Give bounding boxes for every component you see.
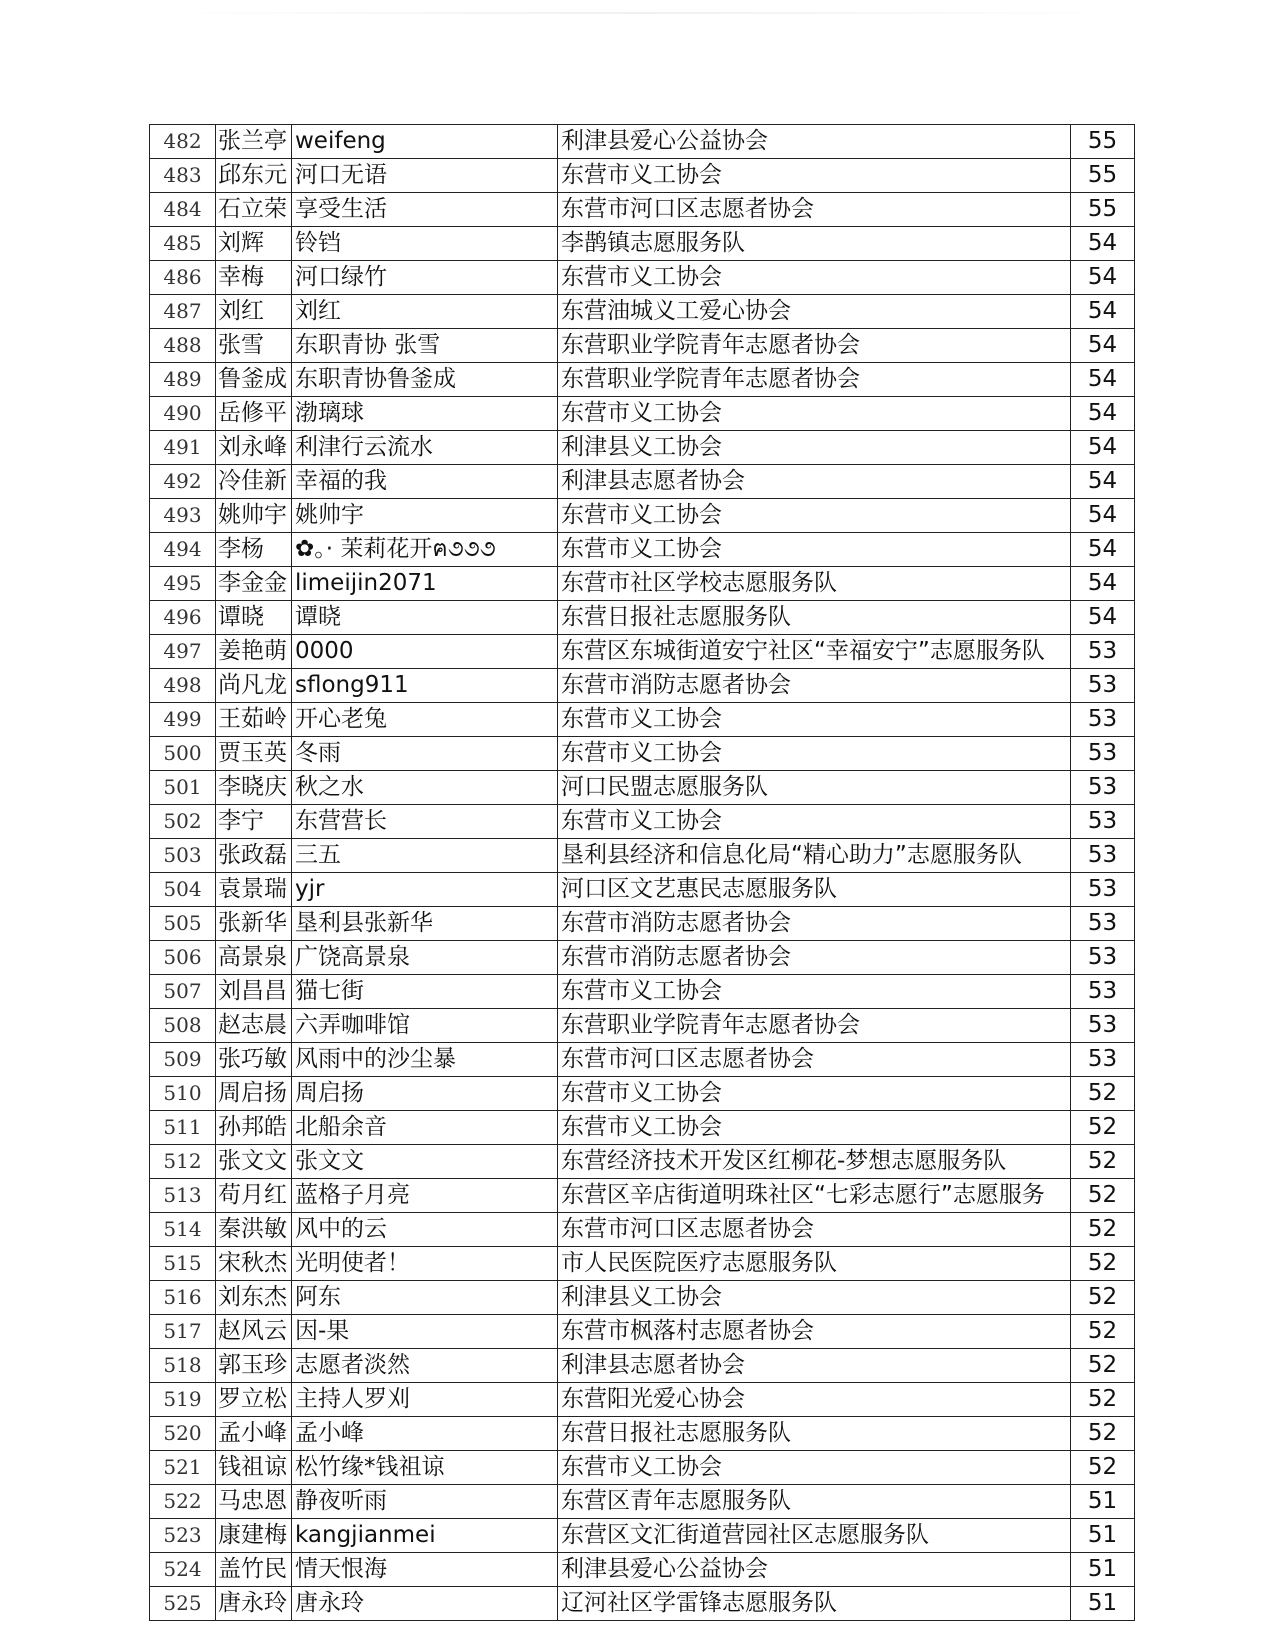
- name-cell: 罗立松: [216, 1383, 292, 1417]
- organization-cell: 东营市义工协会: [558, 737, 1071, 771]
- table-row: [150, 329, 1135, 363]
- score-cell: 52: [1071, 1451, 1135, 1485]
- row-number-cell: 518: [150, 1349, 216, 1383]
- organization-cell: 李鹊镇志愿服务队: [558, 227, 1071, 261]
- row-number-cell: 504: [150, 873, 216, 907]
- row-number-cell: 486: [150, 261, 216, 295]
- nickname-cell: 张文文: [292, 1145, 558, 1179]
- organization-cell: 东营区东城街道安宁社区“幸福安宁”志愿服务队: [558, 635, 1071, 669]
- score-cell: 53: [1071, 703, 1135, 737]
- table-row: [150, 1485, 1135, 1519]
- organization-cell: 东营市义工协会: [558, 533, 1071, 567]
- table-row: [150, 1553, 1135, 1587]
- table-row: [150, 703, 1135, 737]
- score-cell: 53: [1071, 1009, 1135, 1043]
- score-cell: 52: [1071, 1417, 1135, 1451]
- name-cell: 高景泉: [216, 941, 292, 975]
- score-cell: 51: [1071, 1553, 1135, 1587]
- table-row: [150, 1111, 1135, 1145]
- organization-cell: 利津县志愿者协会: [558, 465, 1071, 499]
- row-number-cell: 500: [150, 737, 216, 771]
- score-cell: 54: [1071, 363, 1135, 397]
- nickname-cell: 利津行云流水: [292, 431, 558, 465]
- row-number-cell: 484: [150, 193, 216, 227]
- name-cell: 姜艳萌: [216, 635, 292, 669]
- row-number-cell: 497: [150, 635, 216, 669]
- table-row: [150, 1451, 1135, 1485]
- table-row: [150, 159, 1135, 193]
- row-number-cell: 485: [150, 227, 216, 261]
- table-row: [150, 1213, 1135, 1247]
- organization-cell: 东营市义工协会: [558, 703, 1071, 737]
- score-cell: 54: [1071, 295, 1135, 329]
- name-cell: 赵风云: [216, 1315, 292, 1349]
- nickname-cell: 松竹缘*钱祖谅: [292, 1451, 558, 1485]
- name-cell: 张兰亭: [216, 125, 292, 159]
- score-cell: 54: [1071, 465, 1135, 499]
- table-row: [150, 1043, 1135, 1077]
- table-row: [150, 1587, 1135, 1621]
- score-cell: 52: [1071, 1315, 1135, 1349]
- organization-cell: 东营市河口区志愿者协会: [558, 1213, 1071, 1247]
- score-cell: 54: [1071, 397, 1135, 431]
- name-cell: 秦洪敏: [216, 1213, 292, 1247]
- score-cell: 54: [1071, 329, 1135, 363]
- score-cell: 52: [1071, 1281, 1135, 1315]
- name-cell: 李金金: [216, 567, 292, 601]
- nickname-cell: kangjianmei: [292, 1519, 558, 1553]
- nickname-cell: ✿。· 茉莉花开ฅ૭૭૭: [292, 533, 558, 567]
- table-row: [150, 771, 1135, 805]
- score-cell: 55: [1071, 193, 1135, 227]
- row-number-cell: 494: [150, 533, 216, 567]
- score-cell: 52: [1071, 1213, 1135, 1247]
- table-row: [150, 363, 1135, 397]
- score-cell: 54: [1071, 601, 1135, 635]
- organization-cell: 垦利县经济和信息化局“精心助力”志愿服务队: [558, 839, 1071, 873]
- row-number-cell: 513: [150, 1179, 216, 1213]
- name-cell: 姚帅宇: [216, 499, 292, 533]
- table-row: [150, 873, 1135, 907]
- score-cell: 54: [1071, 567, 1135, 601]
- table-row: [150, 805, 1135, 839]
- nickname-cell: 谭晓: [292, 601, 558, 635]
- score-cell: 51: [1071, 1485, 1135, 1519]
- score-cell: 52: [1071, 1179, 1135, 1213]
- name-cell: 石立荣: [216, 193, 292, 227]
- name-cell: 刘东杰: [216, 1281, 292, 1315]
- table-row: [150, 1519, 1135, 1553]
- row-number-cell: 493: [150, 499, 216, 533]
- nickname-cell: 唐永玲: [292, 1587, 558, 1621]
- organization-cell: 东营市义工协会: [558, 1077, 1071, 1111]
- name-cell: 苟月红: [216, 1179, 292, 1213]
- organization-cell: 东营市义工协会: [558, 397, 1071, 431]
- organization-cell: 东营职业学院青年志愿者协会: [558, 1009, 1071, 1043]
- score-cell: 53: [1071, 635, 1135, 669]
- row-number-cell: 522: [150, 1485, 216, 1519]
- organization-cell: 东营市义工协会: [558, 975, 1071, 1009]
- name-cell: 王茹岭: [216, 703, 292, 737]
- row-number-cell: 516: [150, 1281, 216, 1315]
- name-cell: 孟小峰: [216, 1417, 292, 1451]
- score-cell: 53: [1071, 737, 1135, 771]
- nickname-cell: 0000: [292, 635, 558, 669]
- name-cell: 张政磊: [216, 839, 292, 873]
- score-cell: 54: [1071, 499, 1135, 533]
- organization-cell: 河口民盟志愿服务队: [558, 771, 1071, 805]
- name-cell: 张文文: [216, 1145, 292, 1179]
- name-cell: 冷佳新: [216, 465, 292, 499]
- nickname-cell: 垦利县张新华: [292, 907, 558, 941]
- name-cell: 李宁: [216, 805, 292, 839]
- table-row: [150, 635, 1135, 669]
- score-cell: 52: [1071, 1349, 1135, 1383]
- organization-cell: 东营市义工协会: [558, 159, 1071, 193]
- row-number-cell: 505: [150, 907, 216, 941]
- organization-cell: 东营职业学院青年志愿者协会: [558, 363, 1071, 397]
- nickname-cell: 志愿者淡然: [292, 1349, 558, 1383]
- row-number-cell: 489: [150, 363, 216, 397]
- table-row: [150, 431, 1135, 465]
- table-row: [150, 465, 1135, 499]
- table-row: [150, 1281, 1135, 1315]
- table-row: [150, 1349, 1135, 1383]
- table-row: [150, 1315, 1135, 1349]
- score-cell: 53: [1071, 669, 1135, 703]
- organization-cell: 东营市消防志愿者协会: [558, 907, 1071, 941]
- table-body: [150, 125, 1135, 1621]
- row-number-cell: 512: [150, 1145, 216, 1179]
- score-cell: 54: [1071, 227, 1135, 261]
- score-cell: 51: [1071, 1519, 1135, 1553]
- name-cell: 刘辉: [216, 227, 292, 261]
- table-row: [150, 839, 1135, 873]
- table-row: [150, 1383, 1135, 1417]
- score-cell: 53: [1071, 941, 1135, 975]
- organization-cell: 东营市社区学校志愿服务队: [558, 567, 1071, 601]
- nickname-cell: 姚帅宇: [292, 499, 558, 533]
- name-cell: 唐永玲: [216, 1587, 292, 1621]
- row-number-cell: 488: [150, 329, 216, 363]
- name-cell: 康建梅: [216, 1519, 292, 1553]
- nickname-cell: 六弄咖啡馆: [292, 1009, 558, 1043]
- row-number-cell: 496: [150, 601, 216, 635]
- score-cell: 52: [1071, 1111, 1135, 1145]
- table-row: [150, 737, 1135, 771]
- name-cell: 袁景瑞: [216, 873, 292, 907]
- table-row: [150, 1417, 1135, 1451]
- organization-cell: 东营市义工协会: [558, 499, 1071, 533]
- row-number-cell: 506: [150, 941, 216, 975]
- organization-cell: 东营市河口区志愿者协会: [558, 193, 1071, 227]
- score-cell: 52: [1071, 1247, 1135, 1281]
- organization-cell: 辽河社区学雷锋志愿服务队: [558, 1587, 1071, 1621]
- name-cell: 孙邦皓: [216, 1111, 292, 1145]
- nickname-cell: limeijin2071: [292, 567, 558, 601]
- row-number-cell: 490: [150, 397, 216, 431]
- name-cell: 李杨: [216, 533, 292, 567]
- nickname-cell: 猫七街: [292, 975, 558, 1009]
- row-number-cell: 502: [150, 805, 216, 839]
- table-row: [150, 1145, 1135, 1179]
- nickname-cell: 刘红: [292, 295, 558, 329]
- row-number-cell: 487: [150, 295, 216, 329]
- name-cell: 张巧敏: [216, 1043, 292, 1077]
- row-number-cell: 483: [150, 159, 216, 193]
- score-cell: 53: [1071, 805, 1135, 839]
- organization-cell: 东营市义工协会: [558, 1111, 1071, 1145]
- name-cell: 贾玉英: [216, 737, 292, 771]
- organization-cell: 东营油城义工爱心协会: [558, 295, 1071, 329]
- organization-cell: 利津县义工协会: [558, 431, 1071, 465]
- organization-cell: 东营市义工协会: [558, 805, 1071, 839]
- table-row: [150, 261, 1135, 295]
- row-number-cell: 499: [150, 703, 216, 737]
- table-row: [150, 601, 1135, 635]
- nickname-cell: 因-果: [292, 1315, 558, 1349]
- nickname-cell: 周启扬: [292, 1077, 558, 1111]
- nickname-cell: 广饶高景泉: [292, 941, 558, 975]
- table-row: [150, 669, 1135, 703]
- organization-cell: 东营阳光爱心协会: [558, 1383, 1071, 1417]
- row-number-cell: 515: [150, 1247, 216, 1281]
- organization-cell: 东营经济技术开发区红柳花-梦想志愿服务队: [558, 1145, 1071, 1179]
- nickname-cell: 孟小峰: [292, 1417, 558, 1451]
- name-cell: 马忠恩: [216, 1485, 292, 1519]
- name-cell: 张新华: [216, 907, 292, 941]
- organization-cell: 东营区青年志愿服务队: [558, 1485, 1071, 1519]
- score-cell: 54: [1071, 533, 1135, 567]
- row-number-cell: 509: [150, 1043, 216, 1077]
- row-number-cell: 501: [150, 771, 216, 805]
- score-cell: 54: [1071, 261, 1135, 295]
- score-cell: 53: [1071, 1043, 1135, 1077]
- organization-cell: 利津县爱心公益协会: [558, 125, 1071, 159]
- name-cell: 鲁釜成: [216, 363, 292, 397]
- score-cell: 52: [1071, 1077, 1135, 1111]
- row-number-cell: 482: [150, 125, 216, 159]
- row-number-cell: 492: [150, 465, 216, 499]
- nickname-cell: 蓝格子月亮: [292, 1179, 558, 1213]
- organization-cell: 东营日报社志愿服务队: [558, 601, 1071, 635]
- nickname-cell: weifeng: [292, 125, 558, 159]
- nickname-cell: 冬雨: [292, 737, 558, 771]
- row-number-cell: 519: [150, 1383, 216, 1417]
- name-cell: 张雪: [216, 329, 292, 363]
- table-row: [150, 397, 1135, 431]
- score-cell: 53: [1071, 839, 1135, 873]
- table-row: [150, 1179, 1135, 1213]
- name-cell: 郭玉珍: [216, 1349, 292, 1383]
- nickname-cell: 情天恨海: [292, 1553, 558, 1587]
- table-row: [150, 567, 1135, 601]
- organization-cell: 东营市义工协会: [558, 261, 1071, 295]
- organization-cell: 利津县志愿者协会: [558, 1349, 1071, 1383]
- nickname-cell: 阿东: [292, 1281, 558, 1315]
- name-cell: 周启扬: [216, 1077, 292, 1111]
- name-cell: 岳修平: [216, 397, 292, 431]
- nickname-cell: 河口绿竹: [292, 261, 558, 295]
- table-row: [150, 941, 1135, 975]
- name-cell: 盖竹民: [216, 1553, 292, 1587]
- score-cell: 55: [1071, 125, 1135, 159]
- nickname-cell: 东职青协鲁釜成: [292, 363, 558, 397]
- volunteer-ranking-table: [149, 124, 1135, 1621]
- score-cell: 53: [1071, 873, 1135, 907]
- name-cell: 赵志晨: [216, 1009, 292, 1043]
- row-number-cell: 514: [150, 1213, 216, 1247]
- name-cell: 谭晓: [216, 601, 292, 635]
- organization-cell: 东营职业学院青年志愿者协会: [558, 329, 1071, 363]
- nickname-cell: 幸福的我: [292, 465, 558, 499]
- nickname-cell: 三五: [292, 839, 558, 873]
- nickname-cell: 铃铛: [292, 227, 558, 261]
- table-row: [150, 295, 1135, 329]
- nickname-cell: sflong911: [292, 669, 558, 703]
- nickname-cell: 风雨中的沙尘暴: [292, 1043, 558, 1077]
- score-cell: 53: [1071, 771, 1135, 805]
- row-number-cell: 525: [150, 1587, 216, 1621]
- organization-cell: 东营市消防志愿者协会: [558, 941, 1071, 975]
- row-number-cell: 510: [150, 1077, 216, 1111]
- nickname-cell: 东营营长: [292, 805, 558, 839]
- organization-cell: 利津县义工协会: [558, 1281, 1071, 1315]
- row-number-cell: 495: [150, 567, 216, 601]
- score-cell: 53: [1071, 975, 1135, 1009]
- score-cell: 54: [1071, 431, 1135, 465]
- row-number-cell: 498: [150, 669, 216, 703]
- row-number-cell: 517: [150, 1315, 216, 1349]
- table-row: [150, 533, 1135, 567]
- organization-cell: 东营区辛店街道明珠社区“七彩志愿行”志愿服务: [558, 1179, 1071, 1213]
- nickname-cell: 北船余音: [292, 1111, 558, 1145]
- row-number-cell: 520: [150, 1417, 216, 1451]
- organization-cell: 市人民医院医疗志愿服务队: [558, 1247, 1071, 1281]
- table-row: [150, 193, 1135, 227]
- name-cell: 幸梅: [216, 261, 292, 295]
- table-row: [150, 907, 1135, 941]
- row-number-cell: 491: [150, 431, 216, 465]
- nickname-cell: 享受生活: [292, 193, 558, 227]
- nickname-cell: 光明使者！: [292, 1247, 558, 1281]
- organization-cell: 东营日报社志愿服务队: [558, 1417, 1071, 1451]
- row-number-cell: 503: [150, 839, 216, 873]
- score-cell: 52: [1071, 1383, 1135, 1417]
- row-number-cell: 508: [150, 1009, 216, 1043]
- organization-cell: 河口区文艺惠民志愿服务队: [558, 873, 1071, 907]
- table-row: [150, 1077, 1135, 1111]
- nickname-cell: 风中的云: [292, 1213, 558, 1247]
- organization-cell: 东营市消防志愿者协会: [558, 669, 1071, 703]
- table-row: [150, 975, 1135, 1009]
- name-cell: 尚凡龙: [216, 669, 292, 703]
- table-row: [150, 499, 1135, 533]
- organization-cell: 东营市河口区志愿者协会: [558, 1043, 1071, 1077]
- nickname-cell: 河口无语: [292, 159, 558, 193]
- name-cell: 刘永峰: [216, 431, 292, 465]
- row-number-cell: 511: [150, 1111, 216, 1145]
- nickname-cell: 静夜听雨: [292, 1485, 558, 1519]
- nickname-cell: 开心老兔: [292, 703, 558, 737]
- nickname-cell: 秋之水: [292, 771, 558, 805]
- table-row: [150, 227, 1135, 261]
- row-number-cell: 521: [150, 1451, 216, 1485]
- table-row: [150, 1009, 1135, 1043]
- row-number-cell: 523: [150, 1519, 216, 1553]
- name-cell: 钱祖谅: [216, 1451, 292, 1485]
- row-number-cell: 507: [150, 975, 216, 1009]
- score-cell: 52: [1071, 1145, 1135, 1179]
- row-number-cell: 524: [150, 1553, 216, 1587]
- name-cell: 刘昌昌: [216, 975, 292, 1009]
- nickname-cell: 东职青协 张雪: [292, 329, 558, 363]
- organization-cell: 利津县爱心公益协会: [558, 1553, 1071, 1587]
- organization-cell: 东营市义工协会: [558, 1451, 1071, 1485]
- nickname-cell: 渤璃球: [292, 397, 558, 431]
- name-cell: 李晓庆: [216, 771, 292, 805]
- nickname-cell: yjr: [292, 873, 558, 907]
- table-row: [150, 125, 1135, 159]
- organization-cell: 东营区文汇街道营园社区志愿服务队: [558, 1519, 1071, 1553]
- name-cell: 邱东元: [216, 159, 292, 193]
- name-cell: 刘红: [216, 295, 292, 329]
- organization-cell: 东营市枫落村志愿者协会: [558, 1315, 1071, 1349]
- table-row: [150, 1247, 1135, 1281]
- score-cell: 55: [1071, 159, 1135, 193]
- name-cell: 宋秋杰: [216, 1247, 292, 1281]
- nickname-cell: 主持人罗刈: [292, 1383, 558, 1417]
- score-cell: 53: [1071, 907, 1135, 941]
- score-cell: 51: [1071, 1587, 1135, 1621]
